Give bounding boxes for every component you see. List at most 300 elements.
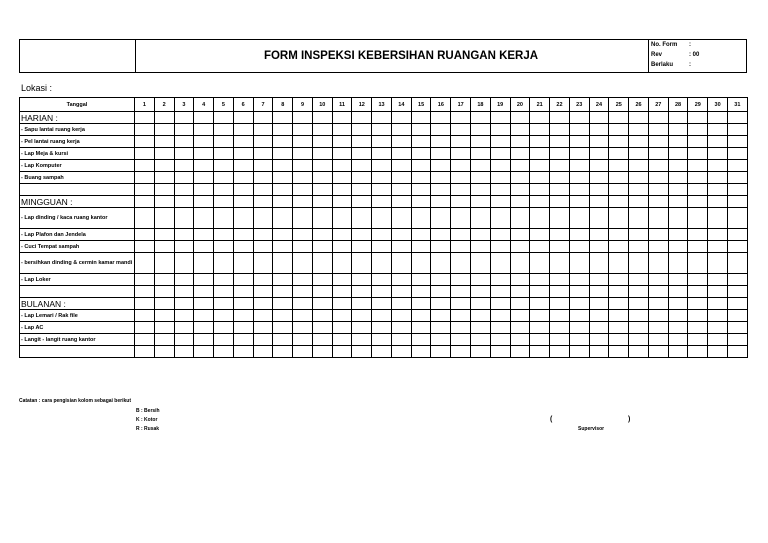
check-cell[interactable]: [629, 274, 649, 286]
check-cell[interactable]: [411, 208, 431, 229]
check-cell[interactable]: [253, 124, 273, 136]
check-cell[interactable]: [194, 136, 214, 148]
check-cell[interactable]: [451, 184, 471, 196]
check-cell[interactable]: [214, 160, 234, 172]
check-cell[interactable]: [708, 172, 728, 184]
check-cell[interactable]: [411, 148, 431, 160]
check-cell[interactable]: [332, 241, 352, 253]
check-cell[interactable]: [471, 112, 491, 124]
check-cell[interactable]: [214, 112, 234, 124]
check-cell[interactable]: [135, 229, 155, 241]
check-cell[interactable]: [569, 274, 589, 286]
check-cell[interactable]: [569, 124, 589, 136]
check-cell[interactable]: [352, 253, 372, 274]
check-cell[interactable]: [530, 310, 550, 322]
check-cell[interactable]: [411, 241, 431, 253]
check-cell[interactable]: [629, 136, 649, 148]
check-cell[interactable]: [273, 253, 293, 274]
check-cell[interactable]: [352, 274, 372, 286]
check-cell[interactable]: [194, 196, 214, 208]
check-cell[interactable]: [510, 253, 530, 274]
check-cell[interactable]: [194, 160, 214, 172]
check-cell[interactable]: [273, 274, 293, 286]
check-cell[interactable]: [648, 322, 668, 334]
check-cell[interactable]: [629, 184, 649, 196]
check-cell[interactable]: [391, 172, 411, 184]
check-cell[interactable]: [233, 172, 253, 184]
check-cell[interactable]: [510, 298, 530, 310]
check-cell[interactable]: [530, 253, 550, 274]
check-cell[interactable]: [293, 184, 313, 196]
check-cell[interactable]: [391, 286, 411, 298]
check-cell[interactable]: [569, 172, 589, 184]
check-cell[interactable]: [471, 148, 491, 160]
check-cell[interactable]: [332, 274, 352, 286]
check-cell[interactable]: [253, 298, 273, 310]
check-cell[interactable]: [609, 322, 629, 334]
check-cell[interactable]: [214, 208, 234, 229]
check-cell[interactable]: [332, 346, 352, 358]
check-cell[interactable]: [609, 334, 629, 346]
check-cell[interactable]: [569, 310, 589, 322]
check-cell[interactable]: [352, 196, 372, 208]
check-cell[interactable]: [135, 253, 155, 274]
check-cell[interactable]: [530, 172, 550, 184]
check-cell[interactable]: [135, 274, 155, 286]
check-cell[interactable]: [490, 229, 510, 241]
check-cell[interactable]: [727, 196, 747, 208]
check-cell[interactable]: [431, 298, 451, 310]
check-cell[interactable]: [253, 172, 273, 184]
check-cell[interactable]: [648, 160, 668, 172]
check-cell[interactable]: [668, 184, 688, 196]
check-cell[interactable]: [273, 160, 293, 172]
check-cell[interactable]: [490, 322, 510, 334]
check-cell[interactable]: [708, 253, 728, 274]
check-cell[interactable]: [391, 253, 411, 274]
check-cell[interactable]: [372, 184, 392, 196]
check-cell[interactable]: [490, 274, 510, 286]
check-cell[interactable]: [727, 148, 747, 160]
check-cell[interactable]: [391, 334, 411, 346]
check-cell[interactable]: [589, 346, 609, 358]
check-cell[interactable]: [648, 208, 668, 229]
check-cell[interactable]: [174, 274, 194, 286]
check-cell[interactable]: [708, 334, 728, 346]
check-cell[interactable]: [569, 148, 589, 160]
check-cell[interactable]: [569, 208, 589, 229]
check-cell[interactable]: [668, 229, 688, 241]
check-cell[interactable]: [312, 148, 332, 160]
check-cell[interactable]: [431, 229, 451, 241]
check-cell[interactable]: [629, 172, 649, 184]
check-cell[interactable]: [451, 124, 471, 136]
check-cell[interactable]: [451, 208, 471, 229]
check-cell[interactable]: [530, 322, 550, 334]
check-cell[interactable]: [233, 208, 253, 229]
check-cell[interactable]: [214, 334, 234, 346]
check-cell[interactable]: [293, 160, 313, 172]
check-cell[interactable]: [569, 160, 589, 172]
check-cell[interactable]: [194, 253, 214, 274]
check-cell[interactable]: [688, 184, 708, 196]
check-cell[interactable]: [293, 274, 313, 286]
check-cell[interactable]: [135, 286, 155, 298]
check-cell[interactable]: [233, 112, 253, 124]
check-cell[interactable]: [629, 229, 649, 241]
check-cell[interactable]: [589, 298, 609, 310]
check-cell[interactable]: [332, 253, 352, 274]
check-cell[interactable]: [154, 322, 174, 334]
check-cell[interactable]: [609, 241, 629, 253]
check-cell[interactable]: [214, 124, 234, 136]
check-cell[interactable]: [471, 334, 491, 346]
check-cell[interactable]: [372, 229, 392, 241]
check-cell[interactable]: [451, 286, 471, 298]
check-cell[interactable]: [510, 241, 530, 253]
check-cell[interactable]: [411, 124, 431, 136]
check-cell[interactable]: [253, 334, 273, 346]
check-cell[interactable]: [668, 136, 688, 148]
check-cell[interactable]: [490, 241, 510, 253]
check-cell[interactable]: [431, 136, 451, 148]
check-cell[interactable]: [312, 286, 332, 298]
check-cell[interactable]: [589, 196, 609, 208]
check-cell[interactable]: [569, 298, 589, 310]
check-cell[interactable]: [550, 196, 570, 208]
check-cell[interactable]: [668, 334, 688, 346]
check-cell[interactable]: [431, 184, 451, 196]
check-cell[interactable]: [174, 241, 194, 253]
check-cell[interactable]: [530, 334, 550, 346]
check-cell[interactable]: [648, 184, 668, 196]
check-cell[interactable]: [708, 310, 728, 322]
check-cell[interactable]: [253, 148, 273, 160]
check-cell[interactable]: [352, 184, 372, 196]
check-cell[interactable]: [135, 346, 155, 358]
check-cell[interactable]: [708, 112, 728, 124]
check-cell[interactable]: [668, 112, 688, 124]
check-cell[interactable]: [648, 172, 668, 184]
check-cell[interactable]: [352, 322, 372, 334]
check-cell[interactable]: [431, 334, 451, 346]
check-cell[interactable]: [352, 160, 372, 172]
check-cell[interactable]: [431, 322, 451, 334]
check-cell[interactable]: [688, 160, 708, 172]
check-cell[interactable]: [609, 136, 629, 148]
check-cell[interactable]: [214, 148, 234, 160]
check-cell[interactable]: [569, 112, 589, 124]
check-cell[interactable]: [312, 124, 332, 136]
check-cell[interactable]: [648, 274, 668, 286]
check-cell[interactable]: [510, 334, 530, 346]
check-cell[interactable]: [668, 253, 688, 274]
check-cell[interactable]: [708, 322, 728, 334]
check-cell[interactable]: [233, 229, 253, 241]
check-cell[interactable]: [431, 274, 451, 286]
check-cell[interactable]: [312, 208, 332, 229]
check-cell[interactable]: [550, 184, 570, 196]
check-cell[interactable]: [352, 286, 372, 298]
check-cell[interactable]: [214, 229, 234, 241]
check-cell[interactable]: [372, 286, 392, 298]
check-cell[interactable]: [332, 184, 352, 196]
check-cell[interactable]: [431, 253, 451, 274]
check-cell[interactable]: [233, 286, 253, 298]
check-cell[interactable]: [391, 322, 411, 334]
check-cell[interactable]: [174, 112, 194, 124]
check-cell[interactable]: [451, 334, 471, 346]
check-cell[interactable]: [372, 208, 392, 229]
check-cell[interactable]: [253, 286, 273, 298]
check-cell[interactable]: [293, 298, 313, 310]
check-cell[interactable]: [629, 124, 649, 136]
check-cell[interactable]: [708, 148, 728, 160]
check-cell[interactable]: [471, 184, 491, 196]
check-cell[interactable]: [154, 229, 174, 241]
check-cell[interactable]: [273, 124, 293, 136]
check-cell[interactable]: [233, 253, 253, 274]
check-cell[interactable]: [391, 136, 411, 148]
check-cell[interactable]: [727, 286, 747, 298]
check-cell[interactable]: [273, 112, 293, 124]
check-cell[interactable]: [451, 136, 471, 148]
check-cell[interactable]: [668, 346, 688, 358]
check-cell[interactable]: [688, 196, 708, 208]
check-cell[interactable]: [490, 298, 510, 310]
check-cell[interactable]: [253, 229, 273, 241]
check-cell[interactable]: [431, 286, 451, 298]
check-cell[interactable]: [352, 172, 372, 184]
check-cell[interactable]: [471, 322, 491, 334]
check-cell[interactable]: [471, 253, 491, 274]
check-cell[interactable]: [233, 148, 253, 160]
check-cell[interactable]: [391, 310, 411, 322]
check-cell[interactable]: [629, 346, 649, 358]
check-cell[interactable]: [411, 346, 431, 358]
check-cell[interactable]: [154, 334, 174, 346]
check-cell[interactable]: [708, 274, 728, 286]
check-cell[interactable]: [154, 196, 174, 208]
check-cell[interactable]: [569, 322, 589, 334]
check-cell[interactable]: [352, 112, 372, 124]
check-cell[interactable]: [194, 208, 214, 229]
check-cell[interactable]: [194, 298, 214, 310]
check-cell[interactable]: [431, 112, 451, 124]
check-cell[interactable]: [451, 112, 471, 124]
check-cell[interactable]: [471, 241, 491, 253]
check-cell[interactable]: [352, 241, 372, 253]
check-cell[interactable]: [332, 172, 352, 184]
check-cell[interactable]: [589, 160, 609, 172]
check-cell[interactable]: [194, 229, 214, 241]
check-cell[interactable]: [194, 184, 214, 196]
check-cell[interactable]: [431, 196, 451, 208]
check-cell[interactable]: [727, 112, 747, 124]
check-cell[interactable]: [530, 229, 550, 241]
check-cell[interactable]: [550, 160, 570, 172]
check-cell[interactable]: [154, 241, 174, 253]
check-cell[interactable]: [727, 322, 747, 334]
check-cell[interactable]: [372, 310, 392, 322]
check-cell[interactable]: [668, 124, 688, 136]
check-cell[interactable]: [233, 322, 253, 334]
check-cell[interactable]: [154, 310, 174, 322]
check-cell[interactable]: [233, 346, 253, 358]
check-cell[interactable]: [372, 196, 392, 208]
check-cell[interactable]: [688, 124, 708, 136]
check-cell[interactable]: [510, 160, 530, 172]
check-cell[interactable]: [214, 346, 234, 358]
check-cell[interactable]: [293, 286, 313, 298]
check-cell[interactable]: [490, 136, 510, 148]
check-cell[interactable]: [589, 124, 609, 136]
check-cell[interactable]: [372, 148, 392, 160]
check-cell[interactable]: [332, 229, 352, 241]
check-cell[interactable]: [372, 322, 392, 334]
check-cell[interactable]: [569, 286, 589, 298]
check-cell[interactable]: [411, 196, 431, 208]
check-cell[interactable]: [135, 208, 155, 229]
check-cell[interactable]: [648, 253, 668, 274]
check-cell[interactable]: [471, 136, 491, 148]
check-cell[interactable]: [648, 112, 668, 124]
check-cell[interactable]: [589, 286, 609, 298]
check-cell[interactable]: [391, 160, 411, 172]
check-cell[interactable]: [312, 274, 332, 286]
check-cell[interactable]: [253, 322, 273, 334]
check-cell[interactable]: [372, 136, 392, 148]
check-cell[interactable]: [727, 253, 747, 274]
check-cell[interactable]: [727, 124, 747, 136]
check-cell[interactable]: [727, 346, 747, 358]
check-cell[interactable]: [451, 298, 471, 310]
check-cell[interactable]: [668, 310, 688, 322]
check-cell[interactable]: [471, 298, 491, 310]
check-cell[interactable]: [471, 208, 491, 229]
check-cell[interactable]: [530, 298, 550, 310]
check-cell[interactable]: [135, 124, 155, 136]
check-cell[interactable]: [332, 196, 352, 208]
check-cell[interactable]: [688, 298, 708, 310]
check-cell[interactable]: [708, 286, 728, 298]
check-cell[interactable]: [154, 136, 174, 148]
check-cell[interactable]: [431, 241, 451, 253]
check-cell[interactable]: [569, 184, 589, 196]
check-cell[interactable]: [154, 298, 174, 310]
check-cell[interactable]: [253, 310, 273, 322]
check-cell[interactable]: [391, 148, 411, 160]
check-cell[interactable]: [253, 196, 273, 208]
check-cell[interactable]: [569, 196, 589, 208]
check-cell[interactable]: [510, 208, 530, 229]
check-cell[interactable]: [471, 172, 491, 184]
check-cell[interactable]: [391, 274, 411, 286]
check-cell[interactable]: [569, 346, 589, 358]
check-cell[interactable]: [471, 286, 491, 298]
check-cell[interactable]: [727, 160, 747, 172]
check-cell[interactable]: [174, 286, 194, 298]
check-cell[interactable]: [550, 229, 570, 241]
check-cell[interactable]: [135, 196, 155, 208]
check-cell[interactable]: [174, 136, 194, 148]
check-cell[interactable]: [174, 310, 194, 322]
check-cell[interactable]: [154, 346, 174, 358]
check-cell[interactable]: [708, 208, 728, 229]
check-cell[interactable]: [727, 172, 747, 184]
check-cell[interactable]: [688, 136, 708, 148]
check-cell[interactable]: [471, 229, 491, 241]
check-cell[interactable]: [490, 310, 510, 322]
check-cell[interactable]: [589, 274, 609, 286]
check-cell[interactable]: [273, 241, 293, 253]
check-cell[interactable]: [174, 253, 194, 274]
check-cell[interactable]: [233, 334, 253, 346]
check-cell[interactable]: [154, 112, 174, 124]
check-cell[interactable]: [510, 172, 530, 184]
check-cell[interactable]: [708, 196, 728, 208]
check-cell[interactable]: [609, 229, 629, 241]
check-cell[interactable]: [273, 148, 293, 160]
check-cell[interactable]: [135, 160, 155, 172]
check-cell[interactable]: [154, 160, 174, 172]
check-cell[interactable]: [490, 334, 510, 346]
check-cell[interactable]: [629, 286, 649, 298]
check-cell[interactable]: [214, 253, 234, 274]
check-cell[interactable]: [727, 274, 747, 286]
check-cell[interactable]: [530, 124, 550, 136]
check-cell[interactable]: [609, 124, 629, 136]
check-cell[interactable]: [629, 160, 649, 172]
check-cell[interactable]: [629, 298, 649, 310]
check-cell[interactable]: [668, 172, 688, 184]
check-cell[interactable]: [174, 172, 194, 184]
check-cell[interactable]: [609, 208, 629, 229]
check-cell[interactable]: [708, 229, 728, 241]
check-cell[interactable]: [194, 148, 214, 160]
check-cell[interactable]: [391, 112, 411, 124]
check-cell[interactable]: [569, 334, 589, 346]
check-cell[interactable]: [629, 253, 649, 274]
check-cell[interactable]: [609, 253, 629, 274]
check-cell[interactable]: [312, 322, 332, 334]
check-cell[interactable]: [233, 298, 253, 310]
check-cell[interactable]: [174, 346, 194, 358]
check-cell[interactable]: [668, 148, 688, 160]
check-cell[interactable]: [352, 229, 372, 241]
check-cell[interactable]: [293, 310, 313, 322]
check-cell[interactable]: [312, 184, 332, 196]
check-cell[interactable]: [293, 124, 313, 136]
check-cell[interactable]: [688, 334, 708, 346]
check-cell[interactable]: [332, 136, 352, 148]
check-cell[interactable]: [510, 196, 530, 208]
check-cell[interactable]: [688, 322, 708, 334]
check-cell[interactable]: [589, 241, 609, 253]
check-cell[interactable]: [411, 172, 431, 184]
check-cell[interactable]: [431, 148, 451, 160]
check-cell[interactable]: [550, 298, 570, 310]
check-cell[interactable]: [154, 208, 174, 229]
check-cell[interactable]: [135, 310, 155, 322]
check-cell[interactable]: [648, 310, 668, 322]
check-cell[interactable]: [530, 136, 550, 148]
check-cell[interactable]: [609, 160, 629, 172]
check-cell[interactable]: [668, 322, 688, 334]
check-cell[interactable]: [293, 334, 313, 346]
check-cell[interactable]: [589, 112, 609, 124]
check-cell[interactable]: [530, 196, 550, 208]
